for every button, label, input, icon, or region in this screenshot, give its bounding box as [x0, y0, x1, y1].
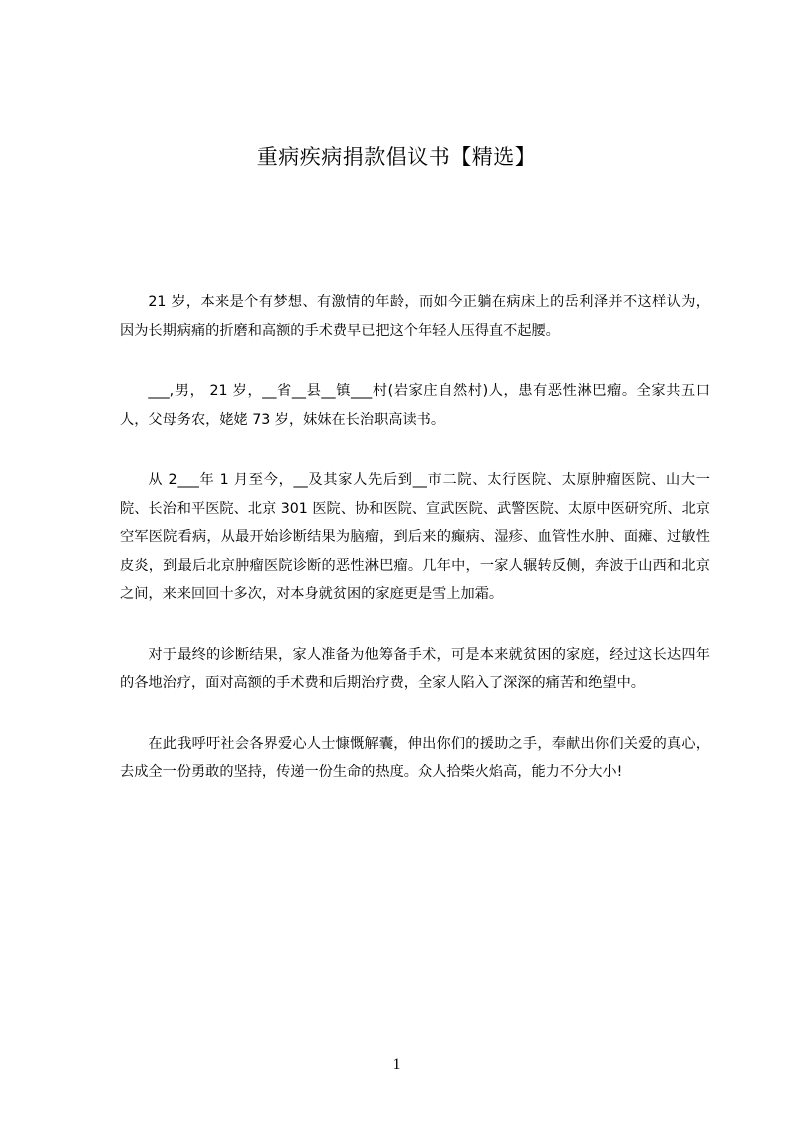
paragraph-5: 在此我呼吁社会各界爱心人士慷慨解囊，伸出你们的援助之手，奉献出你们关爱的真心，去成全一份勇敢的坚持，传递一份生命的热度。众人拾柴火焰高，能力不分大小!: [120, 735, 710, 780]
paragraph-2: ___,男， 21 岁，__省__县__镇___村(岩家庄自然村)人，患有恶性淋巴瘤。全家共五口人，父母务农，姥姥 73 岁，妹妹在长治职高读书。: [120, 383, 710, 428]
document-title: 重病疾病捐款倡议书【精选】: [256, 145, 537, 169]
paragraph-3: 从 2___年 1 月至今，__及其家人先后到__市二院、太行医院、太原肿瘤医院、山大一院、长治和平医院、北京 301 医院、协和医院、宣武医院、武警医院、太原中医研究所、北京空军医院看病，从最开始诊断结果为脑瘤，到后来的癫病、湿疹、血管性水肿、面瘫、过敏性皮炎，到最后北京肿瘤医院诊断的恶性淋巴瘤。几年中，一家人辗转反侧，奔波于山西和北京之间，来来回回十多次，对本身就贫困的家庭更是雪上加霜。: [120, 472, 710, 602]
paragraph-1: 21 岁，本来是个有梦想、有激情的年龄，而如今正躺在病床上的岳利泽并不这样认为，因为长期病痛的折磨和高额的手术费早已把这个年轻人压得直不起腰。: [120, 294, 710, 339]
paragraph-4: 对于最终的诊断结果，家人准备为他筹备手术，可是本来就贫困的家庭，经过这长达四年的各地治疗，面对高额的手术费和后期治疗费，全家人陷入了深深的痛苦和绝望中。: [120, 646, 710, 691]
document-body: [120, 288, 710, 819]
page-number: 1: [392, 1056, 401, 1073]
